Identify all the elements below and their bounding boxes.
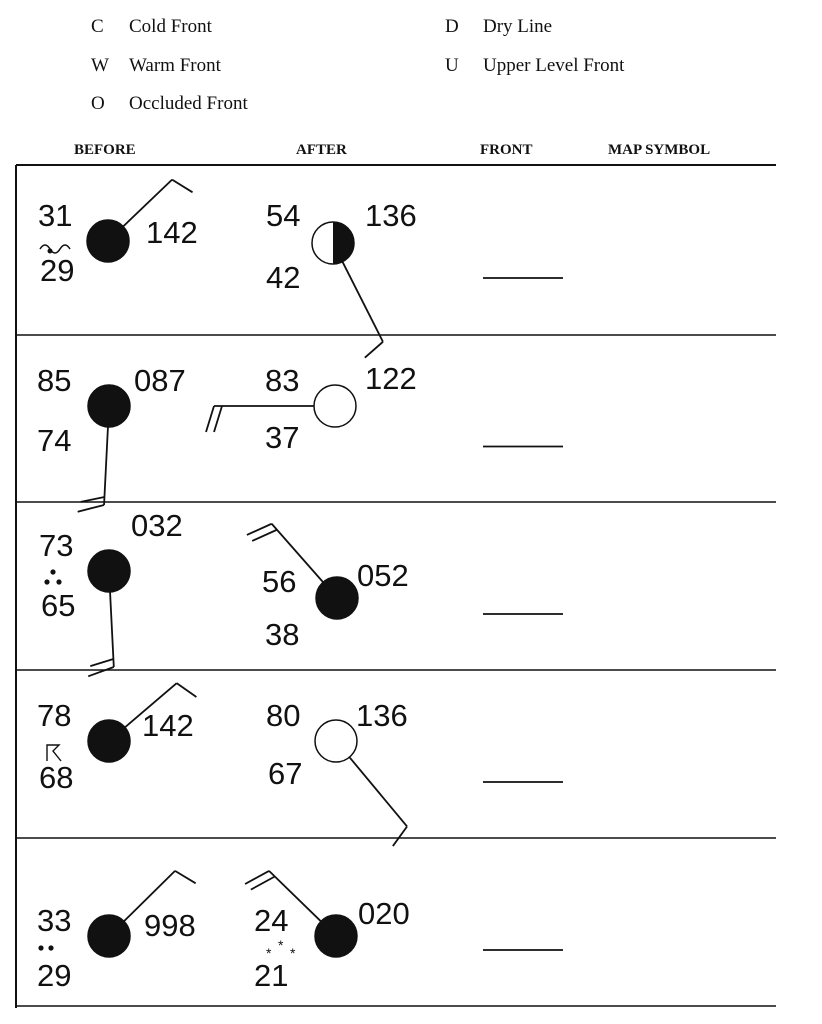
wind-barb-half [365, 342, 383, 358]
dewpoint-value: 67 [268, 756, 303, 791]
wind-staff [110, 592, 114, 667]
station-model-after [266, 698, 408, 846]
station-circle-overcast [316, 577, 358, 619]
wind-staff [104, 427, 108, 505]
dewpoint-value: 74 [37, 423, 72, 458]
station-model-before [39, 508, 183, 676]
station-model-before [38, 180, 198, 288]
snow-icon: * [266, 945, 272, 961]
dewpoint-value: 21 [254, 958, 289, 993]
legend-code: O [91, 93, 105, 114]
station-model-before [37, 683, 196, 795]
snow-icon: * [278, 937, 284, 953]
wind-barb-full [214, 406, 222, 432]
station-circle-overcast [88, 720, 130, 762]
wind-barb-full [88, 667, 114, 676]
drizzle-icon [48, 945, 53, 950]
temperature-value: 31 [38, 198, 73, 233]
rain-icon [56, 579, 61, 584]
wind-staff [342, 262, 383, 342]
wind-barb-half [175, 871, 196, 883]
legend-label: Cold Front [129, 16, 212, 37]
pressure-value: 052 [357, 558, 409, 593]
table-row [16, 508, 776, 676]
wind-barb-half [177, 683, 197, 697]
rain-icon [44, 579, 49, 584]
column-header-before: BEFORE [74, 142, 136, 158]
dewpoint-value: 29 [40, 253, 75, 288]
table-row [16, 683, 776, 846]
pressure-value: 142 [146, 215, 198, 250]
dewpoint-value: 29 [37, 958, 72, 993]
station-model-after [266, 198, 417, 358]
temperature-value: 78 [37, 698, 72, 733]
station-circle-clear [315, 720, 357, 762]
station-circle-clear [314, 385, 356, 427]
pressure-value: 998 [144, 908, 196, 943]
rain-icon [50, 569, 55, 574]
dewpoint-value: 68 [39, 760, 74, 795]
station-circle-half-fill [333, 222, 354, 264]
table-row [16, 361, 776, 512]
station-circle-overcast [88, 550, 130, 592]
station-model-before [37, 871, 196, 993]
thunderstorm-icon [47, 745, 61, 761]
column-header-front: FRONT [480, 142, 533, 158]
pressure-value: 087 [134, 363, 186, 398]
dewpoint-value: 65 [41, 588, 76, 623]
pressure-value: 122 [365, 361, 417, 396]
wind-barb-half [81, 497, 105, 502]
temperature-value: 24 [254, 903, 289, 938]
snow-icon: * [290, 945, 296, 961]
legend-code: W [91, 55, 109, 76]
wind-barb-full [78, 505, 104, 512]
station-model-after [247, 524, 409, 652]
station-model-after [245, 871, 410, 993]
wind-barb-half [393, 826, 407, 846]
station-circle-overcast [315, 915, 357, 957]
pressure-value: 136 [365, 198, 417, 233]
pressure-value: 020 [358, 896, 410, 931]
station-circle-overcast [87, 220, 129, 262]
legend-label: Warm Front [129, 55, 221, 76]
temperature-value: 80 [266, 698, 301, 733]
legend-label: Dry Line [483, 16, 553, 37]
legend-label: Upper Level Front [483, 55, 625, 76]
station-model-after [206, 361, 417, 455]
temperature-value: 83 [265, 363, 300, 398]
wind-staff [349, 757, 407, 826]
legend-code: C [91, 16, 104, 37]
dewpoint-value: 38 [265, 617, 300, 652]
fog-icon [40, 245, 70, 253]
wind-barb-half [172, 180, 192, 193]
dewpoint-value: 42 [266, 260, 301, 295]
wind-barb-half [90, 659, 113, 666]
pressure-value: 142 [142, 708, 194, 743]
fog-dot [48, 249, 53, 254]
column-header-map-symbol: MAP SYMBOL [608, 142, 711, 158]
temperature-value: 33 [37, 903, 72, 938]
station-model-before [37, 363, 186, 512]
temperature-value: 54 [266, 198, 301, 233]
drizzle-icon [38, 945, 43, 950]
legend-code: D [445, 16, 459, 37]
temperature-value: 56 [262, 564, 297, 599]
dewpoint-value: 37 [265, 420, 300, 455]
legend-label: Occluded Front [129, 93, 248, 114]
temperature-value: 85 [37, 363, 72, 398]
temperature-value: 73 [39, 528, 74, 563]
pressure-value: 136 [356, 698, 408, 733]
pressure-value: 032 [131, 508, 183, 543]
wind-barb-full [206, 406, 214, 432]
legend-code: U [445, 55, 459, 76]
column-header-after: AFTER [296, 142, 347, 158]
station-circle-overcast [88, 915, 130, 957]
station-circle-overcast [88, 385, 130, 427]
table-row [16, 871, 776, 1006]
table-row [16, 180, 776, 358]
